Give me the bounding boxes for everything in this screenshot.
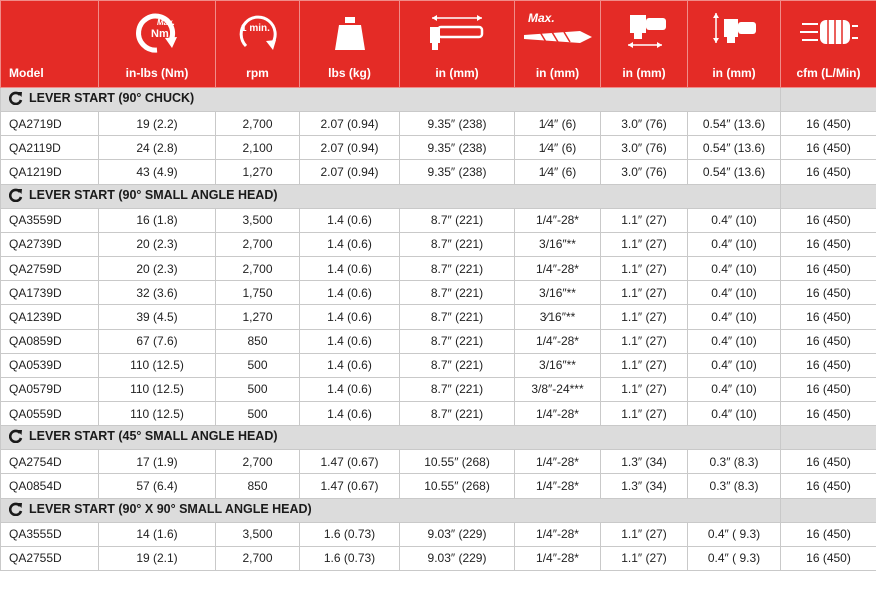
cell-bit: 1/4″-28* [515,402,601,426]
cell-head-length: 3.0″ (76) [601,136,688,160]
cell-length: 9.03″ (229) [400,546,515,570]
col-speed-unit: rpm [246,66,269,80]
cell-model: QA0579D [1,377,99,401]
cell-head-length: 1.1″ (27) [601,353,688,377]
table-row [1,136,876,160]
weight-icon [330,12,370,52]
cell-torque: 43 (4.9) [99,160,216,184]
table-row [1,232,876,256]
table-row [1,474,876,498]
cell-weight: 2.07 (0.94) [300,160,400,184]
cell-torque: 20 (2.3) [99,256,216,280]
cell-weight: 2.07 (0.94) [300,136,400,160]
cell-length: 9.35″ (238) [400,112,515,136]
col-head-height-unit: in (mm) [712,66,756,80]
cell-speed: 2,700 [216,112,300,136]
cell-length: 8.7″ (221) [400,305,515,329]
cell-speed: 1,270 [216,305,300,329]
col-speed [216,1,300,88]
section-header-spacer [781,184,876,208]
cell-torque: 110 (12.5) [99,377,216,401]
header-row [1,1,876,88]
col-length [400,1,515,88]
col-weight [300,1,400,88]
cell-speed: 2,700 [216,256,300,280]
cell-head-length: 1.1″ (27) [601,377,688,401]
max-torque-icon [127,8,187,56]
head-length-icon [618,9,670,55]
cell-air: 16 (450) [781,208,876,232]
cell-air: 16 (450) [781,232,876,256]
section-title: LEVER START (90° SMALL ANGLE HEAD) [29,187,278,202]
cell-torque: 16 (1.8) [99,208,216,232]
cell-length: 9.35″ (238) [400,160,515,184]
cell-speed: 2,700 [216,232,300,256]
cell-head-length: 1.1″ (27) [601,546,688,570]
cell-model: QA1239D [1,305,99,329]
cell-weight: 1.4 (0.6) [300,232,400,256]
table-row [1,450,876,474]
cell-weight: 1.4 (0.6) [300,208,400,232]
cell-air: 16 (450) [781,136,876,160]
section-row [1,88,876,112]
cell-length: 8.7″ (221) [400,232,515,256]
cell-weight: 1.4 (0.6) [300,256,400,280]
cell-air: 16 (450) [781,353,876,377]
col-weight-unit: lbs (kg) [328,66,371,80]
cell-head-height: 0.4″ ( 9.3) [688,546,781,570]
section-header [1,184,781,208]
cell-bit: 1/4″-28* [515,546,601,570]
cell-air: 16 (450) [781,402,876,426]
cell-weight: 1.4 (0.6) [300,305,400,329]
cell-torque: 67 (7.6) [99,329,216,353]
cell-head-length: 1.1″ (27) [601,305,688,329]
speed-icon-label: 1 min. [240,23,270,34]
cell-head-length: 3.0″ (76) [601,160,688,184]
cell-weight: 1.47 (0.67) [300,450,400,474]
cell-air: 16 (450) [781,281,876,305]
cell-torque: 110 (12.5) [99,353,216,377]
cell-torque: 14 (1.6) [99,522,216,546]
cell-speed: 2,100 [216,136,300,160]
cell-air: 16 (450) [781,546,876,570]
cell-head-height: 0.3″ (8.3) [688,450,781,474]
cell-weight: 1.4 (0.6) [300,353,400,377]
cell-head-length: 1.1″ (27) [601,256,688,280]
table-row [1,160,876,184]
cell-model: QA0559D [1,402,99,426]
cell-bit: 3⁄16″** [515,305,601,329]
cell-air: 16 (450) [781,160,876,184]
cell-head-length: 1.1″ (27) [601,329,688,353]
cell-speed: 3,500 [216,522,300,546]
col-head-length [601,1,688,88]
cell-model: QA0859D [1,329,99,353]
cell-head-length: 3.0″ (76) [601,112,688,136]
cell-bit: 1⁄4″ (6) [515,160,601,184]
table-row [1,402,876,426]
head-height-icon [708,9,760,55]
cell-speed: 1,750 [216,281,300,305]
table-row [1,353,876,377]
section-header-spacer [781,426,876,450]
torque-icon-label-nm: Nm [151,28,169,40]
bit-icon-label: Max. [527,11,555,25]
cell-bit: 1/4″-28* [515,450,601,474]
cell-model: QA1219D [1,160,99,184]
cell-bit: 3/16″** [515,232,601,256]
cell-air: 16 (450) [781,522,876,546]
cell-head-height: 0.54″ (13.6) [688,112,781,136]
cell-air: 16 (450) [781,450,876,474]
cell-bit: 1/4″-28* [515,329,601,353]
cell-speed: 850 [216,329,300,353]
tool-length-icon [424,10,490,54]
air-consumption-icon [798,12,860,52]
cell-torque: 24 (2.8) [99,136,216,160]
cell-length: 8.7″ (221) [400,208,515,232]
col-air [781,1,876,88]
cell-weight: 1.4 (0.6) [300,281,400,305]
cell-head-height: 0.4″ ( 9.3) [688,522,781,546]
cell-head-height: 0.54″ (13.6) [688,160,781,184]
one-minute-icon [232,8,284,56]
cell-head-height: 0.4″ (10) [688,281,781,305]
col-head-length-unit: in (mm) [622,66,666,80]
section-header-spacer [781,498,876,522]
cell-torque: 19 (2.1) [99,546,216,570]
cell-speed: 500 [216,353,300,377]
cell-torque: 20 (2.3) [99,232,216,256]
cell-bit: 3/16″** [515,353,601,377]
col-bit-unit: in (mm) [535,66,580,80]
cell-head-length: 1.1″ (27) [601,281,688,305]
max-drill-bit-icon [520,9,596,55]
cell-speed: 850 [216,474,300,498]
cell-model: QA2719D [1,112,99,136]
table-row [1,329,876,353]
section-title: LEVER START (45° SMALL ANGLE HEAD) [29,429,278,444]
col-torque-unit: in-lbs (Nm) [125,66,189,80]
cell-head-height: 0.4″ (10) [688,208,781,232]
cell-head-height: 0.4″ (10) [688,329,781,353]
table-row [1,256,876,280]
cell-weight: 2.07 (0.94) [300,112,400,136]
cell-speed: 500 [216,402,300,426]
cell-bit: 3/16″** [515,281,601,305]
cell-length: 8.7″ (221) [400,281,515,305]
col-head-height [688,1,781,88]
cell-model: QA2739D [1,232,99,256]
cell-bit: 1⁄4″ (6) [515,136,601,160]
cell-length: 9.03″ (229) [400,522,515,546]
rotation-icon [9,188,23,205]
cell-bit: 1/4″-28* [515,256,601,280]
table-row [1,377,876,401]
cell-length: 8.7″ (221) [400,402,515,426]
cell-bit: 3/8″-24*** [515,377,601,401]
cell-weight: 1.4 (0.6) [300,402,400,426]
cell-air: 16 (450) [781,474,876,498]
cell-head-height: 0.4″ (10) [688,402,781,426]
table-row [1,305,876,329]
section-row [1,426,876,450]
cell-model: QA2754D [1,450,99,474]
section-title: LEVER START (90° CHUCK) [29,91,195,105]
cell-length: 8.7″ (221) [400,353,515,377]
cell-length: 10.55″ (268) [400,474,515,498]
cell-head-height: 0.54″ (13.6) [688,136,781,160]
col-torque [99,1,216,88]
cell-torque: 17 (1.9) [99,450,216,474]
cell-weight: 1.4 (0.6) [300,377,400,401]
table-body [1,88,876,571]
cell-length: 8.7″ (221) [400,329,515,353]
section-row [1,184,876,208]
cell-model: QA3555D [1,522,99,546]
cell-speed: 3,500 [216,208,300,232]
cell-weight: 1.47 (0.67) [300,474,400,498]
cell-head-height: 0.4″ (10) [688,256,781,280]
cell-air: 16 (450) [781,305,876,329]
rotation-icon [9,91,23,108]
cell-head-length: 1.3″ (34) [601,450,688,474]
rotation-icon [9,502,23,519]
rotation-icon [9,429,23,446]
cell-head-length: 1.3″ (34) [601,474,688,498]
section-header [1,88,781,112]
cell-speed: 2,700 [216,546,300,570]
cell-air: 16 (450) [781,329,876,353]
cell-bit: 1⁄4″ (6) [515,112,601,136]
section-header [1,498,781,522]
cell-torque: 110 (12.5) [99,402,216,426]
cell-model: QA0854D [1,474,99,498]
section-header [1,426,781,450]
cell-bit: 1/4″-28* [515,474,601,498]
cell-head-length: 1.1″ (27) [601,402,688,426]
torque-icon-label-max: Max. [157,18,175,27]
cell-speed: 500 [216,377,300,401]
table-row [1,546,876,570]
table-row [1,522,876,546]
cell-model: QA2759D [1,256,99,280]
cell-weight: 1.4 (0.6) [300,329,400,353]
cell-model: QA1739D [1,281,99,305]
cell-model: QA3559D [1,208,99,232]
section-row [1,498,876,522]
cell-head-height: 0.3″ (8.3) [688,474,781,498]
cell-weight: 1.6 (0.73) [300,522,400,546]
cell-air: 16 (450) [781,256,876,280]
cell-torque: 32 (3.6) [99,281,216,305]
cell-length: 8.7″ (221) [400,377,515,401]
cell-model: QA2755D [1,546,99,570]
col-air-unit: cfm (L/Min) [796,66,861,80]
col-bit [515,1,601,88]
cell-length: 8.7″ (221) [400,256,515,280]
table-row [1,208,876,232]
cell-model: QA0539D [1,353,99,377]
cell-head-height: 0.4″ (10) [688,305,781,329]
cell-bit: 1/4″-28* [515,208,601,232]
cell-air: 16 (450) [781,377,876,401]
cell-head-length: 1.1″ (27) [601,232,688,256]
cell-torque: 39 (4.5) [99,305,216,329]
cell-length: 9.35″ (238) [400,136,515,160]
cell-length: 10.55″ (268) [400,450,515,474]
cell-head-length: 1.1″ (27) [601,522,688,546]
cell-weight: 1.6 (0.73) [300,546,400,570]
cell-speed: 2,700 [216,450,300,474]
section-header-spacer [781,88,876,112]
table-row [1,281,876,305]
cell-air: 16 (450) [781,112,876,136]
cell-head-height: 0.4″ (10) [688,377,781,401]
cell-speed: 1,270 [216,160,300,184]
cell-head-height: 0.4″ (10) [688,232,781,256]
cell-bit: 1/4″-28* [515,522,601,546]
table-row [1,112,876,136]
cell-torque: 57 (6.4) [99,474,216,498]
col-model: Model [1,1,99,88]
col-length-unit: in (mm) [435,66,479,80]
cell-torque: 19 (2.2) [99,112,216,136]
cell-model: QA2119D [1,136,99,160]
section-title: LEVER START (90° X 90° SMALL ANGLE HEAD) [29,501,312,516]
cell-head-height: 0.4″ (10) [688,353,781,377]
cell-head-length: 1.1″ (27) [601,208,688,232]
